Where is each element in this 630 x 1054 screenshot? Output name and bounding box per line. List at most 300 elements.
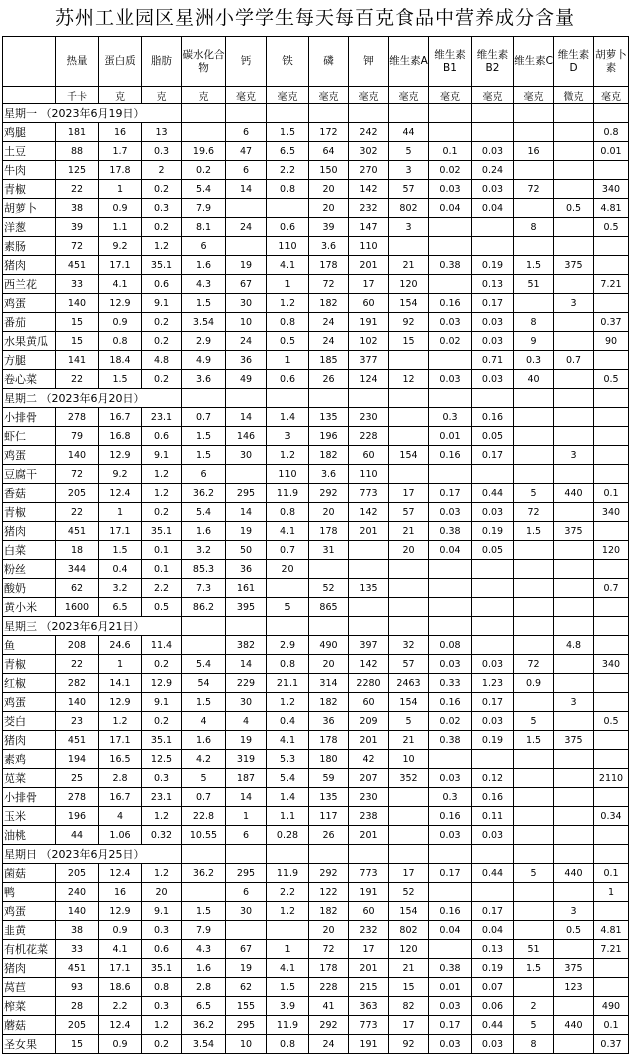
food-name: 鱼 xyxy=(3,636,56,655)
nutrient-value: 0.38 xyxy=(429,256,472,275)
table-row xyxy=(3,142,629,161)
nutrient-value xyxy=(594,446,629,465)
table-row xyxy=(3,370,629,389)
nutrient-value: 3.6 xyxy=(309,237,349,256)
nutrient-value: 110 xyxy=(349,237,389,256)
empty-cell xyxy=(554,617,594,636)
nutrient-value xyxy=(429,883,472,902)
nutrient-value: 0.8 xyxy=(267,1035,309,1054)
unit-cell: 克 xyxy=(142,87,182,104)
nutrient-value: 85.3 xyxy=(182,560,226,579)
nutrient-value: 5 xyxy=(514,712,554,731)
nutrient-value: 0.33 xyxy=(429,674,472,693)
nutrient-value xyxy=(554,465,594,484)
food-name: 水果黄瓜 xyxy=(3,332,56,351)
nutrient-value xyxy=(472,598,514,617)
nutrient-value: 0.5 xyxy=(554,199,594,218)
nutrient-value: 57 xyxy=(389,655,429,674)
nutrient-value: 0.17 xyxy=(472,294,514,313)
nutrient-value xyxy=(554,788,594,807)
nutrient-value: 44 xyxy=(389,123,429,142)
nutrient-value: 110 xyxy=(349,465,389,484)
nutrient-value: 4.1 xyxy=(267,522,309,541)
nutrient-value: 0.2 xyxy=(142,332,182,351)
nutrient-value: 52 xyxy=(389,883,429,902)
nutrient-value: 2.9 xyxy=(267,636,309,655)
nutrient-value xyxy=(554,560,594,579)
nutrient-value: 207 xyxy=(349,769,389,788)
nutrient-value: 16.5 xyxy=(99,750,142,769)
nutrient-value xyxy=(182,883,226,902)
nutrient-value: 19.6 xyxy=(182,142,226,161)
table-row xyxy=(3,864,629,883)
nutrient-value xyxy=(514,579,554,598)
nutrient-value: 8.1 xyxy=(182,218,226,237)
nutrient-value xyxy=(554,142,594,161)
nutrient-value: 6.5 xyxy=(99,598,142,617)
nutrient-value: 0.3 xyxy=(142,142,182,161)
nutrient-value: 0.9 xyxy=(99,313,142,332)
nutrient-value: 187 xyxy=(226,769,267,788)
nutrient-value: 17 xyxy=(349,940,389,959)
nutrient-value xyxy=(514,826,554,845)
nutrient-value: 0.19 xyxy=(472,959,514,978)
nutrient-value: 11.9 xyxy=(267,864,309,883)
nutrient-value xyxy=(514,465,554,484)
nutrient-value: 135 xyxy=(309,408,349,427)
nutrient-value xyxy=(472,465,514,484)
nutrient-value xyxy=(554,161,594,180)
nutrient-value: 0.03 xyxy=(429,503,472,522)
nutrient-value: 4.81 xyxy=(594,199,629,218)
unit-cell: 克 xyxy=(182,87,226,104)
nutrient-value: 292 xyxy=(309,864,349,883)
unit-cell: 毫克 xyxy=(429,87,472,104)
table-row xyxy=(3,769,629,788)
nutrient-value: 5 xyxy=(514,484,554,503)
nutrient-value: 0.5 xyxy=(594,218,629,237)
nutrient-value: 120 xyxy=(594,541,629,560)
nutrient-value: 38 xyxy=(56,199,99,218)
nutrient-value: 92 xyxy=(389,313,429,332)
table-row xyxy=(3,731,629,750)
nutrient-value: 0.9 xyxy=(99,1035,142,1054)
nutrient-value: 0.1 xyxy=(142,560,182,579)
nutrient-value: 24 xyxy=(309,1035,349,1054)
nutrient-value: 0.03 xyxy=(472,655,514,674)
empty-cell xyxy=(389,617,429,636)
nutrient-value: 14 xyxy=(226,655,267,674)
nutrient-value: 1.2 xyxy=(142,807,182,826)
nutrient-value: 228 xyxy=(309,978,349,997)
nutrient-value: 5.3 xyxy=(267,750,309,769)
nutrient-value: 205 xyxy=(56,864,99,883)
unit-cell xyxy=(3,87,56,104)
empty-cell xyxy=(267,617,309,636)
nutrient-value: 185 xyxy=(309,351,349,370)
nutrient-value: 122 xyxy=(309,883,349,902)
table-row xyxy=(3,1016,629,1035)
nutrient-value: 0.03 xyxy=(429,180,472,199)
nutrient-value: 0.17 xyxy=(429,484,472,503)
food-name: 素肠 xyxy=(3,237,56,256)
empty-cell xyxy=(349,845,389,864)
table-row xyxy=(3,484,629,503)
empty-cell xyxy=(226,389,267,408)
nutrient-value: 0.6 xyxy=(267,218,309,237)
nutrient-value: 295 xyxy=(226,484,267,503)
nutrient-value: 135 xyxy=(349,579,389,598)
nutrient-value: 4.3 xyxy=(182,940,226,959)
nutrient-value: 86.2 xyxy=(182,598,226,617)
nutrient-value: 1.5 xyxy=(182,427,226,446)
nutrient-value: 8 xyxy=(514,218,554,237)
empty-cell xyxy=(349,104,389,123)
nutrient-value: 0.44 xyxy=(472,864,514,883)
nutrient-value: 4.8 xyxy=(142,351,182,370)
table-row xyxy=(3,123,629,142)
nutrient-value: 35.1 xyxy=(142,959,182,978)
empty-cell xyxy=(267,389,309,408)
nutrient-value: 1.2 xyxy=(142,1016,182,1035)
nutrient-value xyxy=(389,237,429,256)
nutrient-value: 23.1 xyxy=(142,788,182,807)
nutrient-value: 9.1 xyxy=(142,902,182,921)
nutrient-value: 21.1 xyxy=(267,674,309,693)
nutrient-value: 0.32 xyxy=(142,826,182,845)
nutrient-value: 0.03 xyxy=(472,142,514,161)
nutrient-value: 41 xyxy=(309,997,349,1016)
nutrient-value xyxy=(594,902,629,921)
column-header: 维生素A xyxy=(389,37,429,87)
nutrient-value: 773 xyxy=(349,484,389,503)
food-name: 猪肉 xyxy=(3,522,56,541)
nutrient-value: 205 xyxy=(56,484,99,503)
nutrient-value: 5.4 xyxy=(182,503,226,522)
nutrient-value xyxy=(389,579,429,598)
nutrient-value: 0.6 xyxy=(142,427,182,446)
nutrient-value: 36.2 xyxy=(182,484,226,503)
nutrient-value: 0.03 xyxy=(429,370,472,389)
nutrient-value: 0.01 xyxy=(429,978,472,997)
nutrient-value: 229 xyxy=(226,674,267,693)
nutrient-value: 3 xyxy=(267,427,309,446)
nutrient-value xyxy=(554,712,594,731)
nutrient-value: 82 xyxy=(389,997,429,1016)
nutrition-table xyxy=(2,36,629,1054)
nutrient-value: 5 xyxy=(514,1016,554,1035)
nutrient-value: 773 xyxy=(349,864,389,883)
nutrient-value: 4.1 xyxy=(267,256,309,275)
nutrient-value xyxy=(554,769,594,788)
nutrient-value: 57 xyxy=(389,180,429,199)
nutrient-value: 72 xyxy=(514,503,554,522)
nutrient-value: 0.5 xyxy=(554,921,594,940)
nutrient-value: 30 xyxy=(226,693,267,712)
empty-cell xyxy=(594,389,629,408)
nutrient-value: 1.5 xyxy=(267,123,309,142)
unit-cell: 毫克 xyxy=(349,87,389,104)
nutrient-value: 24 xyxy=(309,332,349,351)
nutrient-value: 209 xyxy=(349,712,389,731)
nutrient-value xyxy=(514,408,554,427)
nutrient-value: 0.03 xyxy=(429,655,472,674)
nutrient-value: 191 xyxy=(349,1035,389,1054)
nutrient-value: 191 xyxy=(349,313,389,332)
nutrient-value: 0.19 xyxy=(472,256,514,275)
nutrient-value xyxy=(514,902,554,921)
food-name: 玉米 xyxy=(3,807,56,826)
day-label: 星期日 （2023年6月25日） xyxy=(3,845,182,864)
nutrient-value: 0.6 xyxy=(142,940,182,959)
day-header-row xyxy=(3,845,629,864)
nutrient-value: 0.5 xyxy=(594,712,629,731)
nutrient-value xyxy=(514,598,554,617)
nutrient-value xyxy=(554,218,594,237)
nutrient-value: 0.1 xyxy=(429,142,472,161)
nutrient-value: 15 xyxy=(389,978,429,997)
nutrient-value: 5.4 xyxy=(182,655,226,674)
nutrient-value xyxy=(594,636,629,655)
day-label: 星期三 （2023年6月21日） xyxy=(3,617,182,636)
nutrient-value: 0.71 xyxy=(472,351,514,370)
nutrient-value: 5 xyxy=(267,598,309,617)
nutrient-value: 0.7 xyxy=(182,788,226,807)
nutrient-value: 0.8 xyxy=(594,123,629,142)
empty-cell xyxy=(429,389,472,408)
food-name: 鸭 xyxy=(3,883,56,902)
table-row xyxy=(3,408,629,427)
table-row xyxy=(3,978,629,997)
nutrient-value: 205 xyxy=(56,1016,99,1035)
nutrient-value: 17 xyxy=(389,1016,429,1035)
nutrient-value: 9.2 xyxy=(99,465,142,484)
nutrient-value: 0.8 xyxy=(267,180,309,199)
nutrient-value: 123 xyxy=(554,978,594,997)
nutrient-value: 150 xyxy=(309,161,349,180)
nutrient-value: 1.2 xyxy=(267,294,309,313)
nutrient-value: 0.17 xyxy=(472,446,514,465)
nutrient-value: 215 xyxy=(349,978,389,997)
empty-cell xyxy=(349,617,389,636)
nutrient-value: 0.5 xyxy=(142,598,182,617)
nutrient-value: 0.04 xyxy=(429,199,472,218)
nutrient-value: 7.3 xyxy=(182,579,226,598)
nutrient-value: 120 xyxy=(389,275,429,294)
nutrient-value: 0.7 xyxy=(554,351,594,370)
nutrient-value xyxy=(594,256,629,275)
nutrient-value: 17.1 xyxy=(99,959,142,978)
nutrient-value: 21 xyxy=(389,731,429,750)
nutrient-value: 6 xyxy=(226,123,267,142)
nutrient-value: 0.03 xyxy=(472,1035,514,1054)
empty-cell xyxy=(389,389,429,408)
nutrient-value: 20 xyxy=(309,921,349,940)
nutrient-value: 6 xyxy=(226,826,267,845)
table-body xyxy=(3,104,629,1054)
nutrient-value: 0.03 xyxy=(429,313,472,332)
unit-cell: 毫克 xyxy=(472,87,514,104)
nutrient-value: 22 xyxy=(56,655,99,674)
nutrient-value: 28 xyxy=(56,997,99,1016)
nutrient-value: 0.3 xyxy=(142,199,182,218)
unit-cell: 毫克 xyxy=(389,87,429,104)
nutrient-value xyxy=(429,218,472,237)
nutrient-value: 16 xyxy=(514,142,554,161)
nutrient-value: 0.1 xyxy=(594,864,629,883)
nutrient-value xyxy=(514,807,554,826)
nutrient-value: 194 xyxy=(56,750,99,769)
nutrient-value: 12.9 xyxy=(142,674,182,693)
nutrient-value: 182 xyxy=(309,294,349,313)
nutrient-value: 72 xyxy=(56,237,99,256)
nutrient-value xyxy=(472,883,514,902)
nutrient-value: 1.6 xyxy=(182,522,226,541)
nutrient-value: 0.4 xyxy=(267,712,309,731)
nutrient-value: 302 xyxy=(349,142,389,161)
nutrient-value: 451 xyxy=(56,256,99,275)
nutrient-value: 0.17 xyxy=(429,864,472,883)
empty-cell xyxy=(182,617,226,636)
nutrient-value: 1 xyxy=(594,883,629,902)
nutrient-value: 5 xyxy=(389,712,429,731)
nutrient-value: 19 xyxy=(226,256,267,275)
nutrient-value xyxy=(594,161,629,180)
empty-cell xyxy=(309,845,349,864)
nutrient-value xyxy=(514,560,554,579)
nutrient-value: 0.44 xyxy=(472,484,514,503)
column-header: 铁 xyxy=(267,37,309,87)
nutrient-value: 12.4 xyxy=(99,1016,142,1035)
nutrient-value: 1600 xyxy=(56,598,99,617)
nutrient-value xyxy=(554,427,594,446)
nutrient-value xyxy=(594,750,629,769)
table-row xyxy=(3,940,629,959)
empty-cell xyxy=(594,617,629,636)
nutrient-value: 15 xyxy=(56,313,99,332)
nutrient-value: 2.2 xyxy=(267,883,309,902)
column-header: 钙 xyxy=(226,37,267,87)
nutrient-value: 451 xyxy=(56,522,99,541)
food-name: 小排骨 xyxy=(3,788,56,807)
nutrient-value: 12.9 xyxy=(99,446,142,465)
food-name: 黄小米 xyxy=(3,598,56,617)
nutrient-value: 4.81 xyxy=(594,921,629,940)
nutrient-value xyxy=(594,826,629,845)
empty-cell xyxy=(226,617,267,636)
nutrient-value xyxy=(514,427,554,446)
nutrient-value: 0.03 xyxy=(472,180,514,199)
nutrient-value: 182 xyxy=(309,693,349,712)
nutrient-value: 0.06 xyxy=(472,997,514,1016)
nutrient-value: 38 xyxy=(56,921,99,940)
nutrient-value: 79 xyxy=(56,427,99,446)
nutrient-value: 0.1 xyxy=(594,1016,629,1035)
nutrient-value: 16.7 xyxy=(99,788,142,807)
table-row xyxy=(3,256,629,275)
nutrient-value xyxy=(514,294,554,313)
unit-cell: 毫克 xyxy=(267,87,309,104)
nutrient-value: 0.6 xyxy=(142,275,182,294)
table-row xyxy=(3,883,629,902)
nutrient-value: 0.9 xyxy=(99,199,142,218)
nutrient-value: 6 xyxy=(226,883,267,902)
nutrient-value: 240 xyxy=(56,883,99,902)
nutrient-value xyxy=(429,750,472,769)
column-header: 维生素C xyxy=(514,37,554,87)
nutrient-value xyxy=(429,940,472,959)
nutrient-value: 67 xyxy=(226,940,267,959)
nutrient-value: 9.1 xyxy=(142,693,182,712)
nutrient-value: 6.5 xyxy=(267,142,309,161)
food-name: 素鸡 xyxy=(3,750,56,769)
nutrient-value: 2110 xyxy=(594,769,629,788)
nutrient-value: 59 xyxy=(309,769,349,788)
nutrient-value: 0.19 xyxy=(472,522,514,541)
nutrient-value: 9.2 xyxy=(99,237,142,256)
nutrient-value: 230 xyxy=(349,788,389,807)
nutrient-value: 0.03 xyxy=(472,313,514,332)
nutrient-value: 1.5 xyxy=(182,693,226,712)
food-name: 豆腐干 xyxy=(3,465,56,484)
nutrient-value xyxy=(429,237,472,256)
nutrient-value: 60 xyxy=(349,446,389,465)
nutrient-value: 72 xyxy=(309,940,349,959)
nutrient-value: 1.5 xyxy=(182,902,226,921)
food-name: 鸡蛋 xyxy=(3,294,56,313)
food-name: 青椒 xyxy=(3,503,56,522)
nutrient-value: 182 xyxy=(309,446,349,465)
nutrient-value: 4.1 xyxy=(99,940,142,959)
nutrient-value: 0.2 xyxy=(142,180,182,199)
nutrient-value: 178 xyxy=(309,522,349,541)
nutrient-value: 1.2 xyxy=(142,465,182,484)
nutrient-value xyxy=(554,826,594,845)
nutrient-value: 4.1 xyxy=(99,275,142,294)
nutrient-value: 773 xyxy=(349,1016,389,1035)
nutrient-value: 16.8 xyxy=(99,427,142,446)
nutrient-value: 1.6 xyxy=(182,959,226,978)
nutrient-value: 22 xyxy=(56,370,99,389)
nutrient-value: 0.8 xyxy=(142,978,182,997)
food-name: 茭白 xyxy=(3,712,56,731)
empty-cell xyxy=(429,845,472,864)
nutrient-value: 8 xyxy=(514,1035,554,1054)
unit-cell: 毫克 xyxy=(309,87,349,104)
nutrient-value: 238 xyxy=(349,807,389,826)
nutrient-value: 295 xyxy=(226,864,267,883)
nutrient-value: 140 xyxy=(56,693,99,712)
nutrient-value xyxy=(554,275,594,294)
nutrient-value: 11.4 xyxy=(142,636,182,655)
nutrient-value: 3 xyxy=(554,693,594,712)
nutrient-value: 142 xyxy=(349,655,389,674)
table-row xyxy=(3,161,629,180)
nutrient-value: 0.16 xyxy=(429,294,472,313)
nutrient-value: 26 xyxy=(309,826,349,845)
nutrient-value: 10 xyxy=(226,1035,267,1054)
nutrient-value: 0.34 xyxy=(594,807,629,826)
nutrient-value: 1.5 xyxy=(99,541,142,560)
nutrient-value xyxy=(594,237,629,256)
nutrient-value: 26 xyxy=(309,370,349,389)
nutrient-value: 0.03 xyxy=(472,712,514,731)
table-row xyxy=(3,636,629,655)
nutrient-value: 340 xyxy=(594,503,629,522)
food-name: 菌菇 xyxy=(3,864,56,883)
nutrient-value xyxy=(389,408,429,427)
table-row xyxy=(3,199,629,218)
